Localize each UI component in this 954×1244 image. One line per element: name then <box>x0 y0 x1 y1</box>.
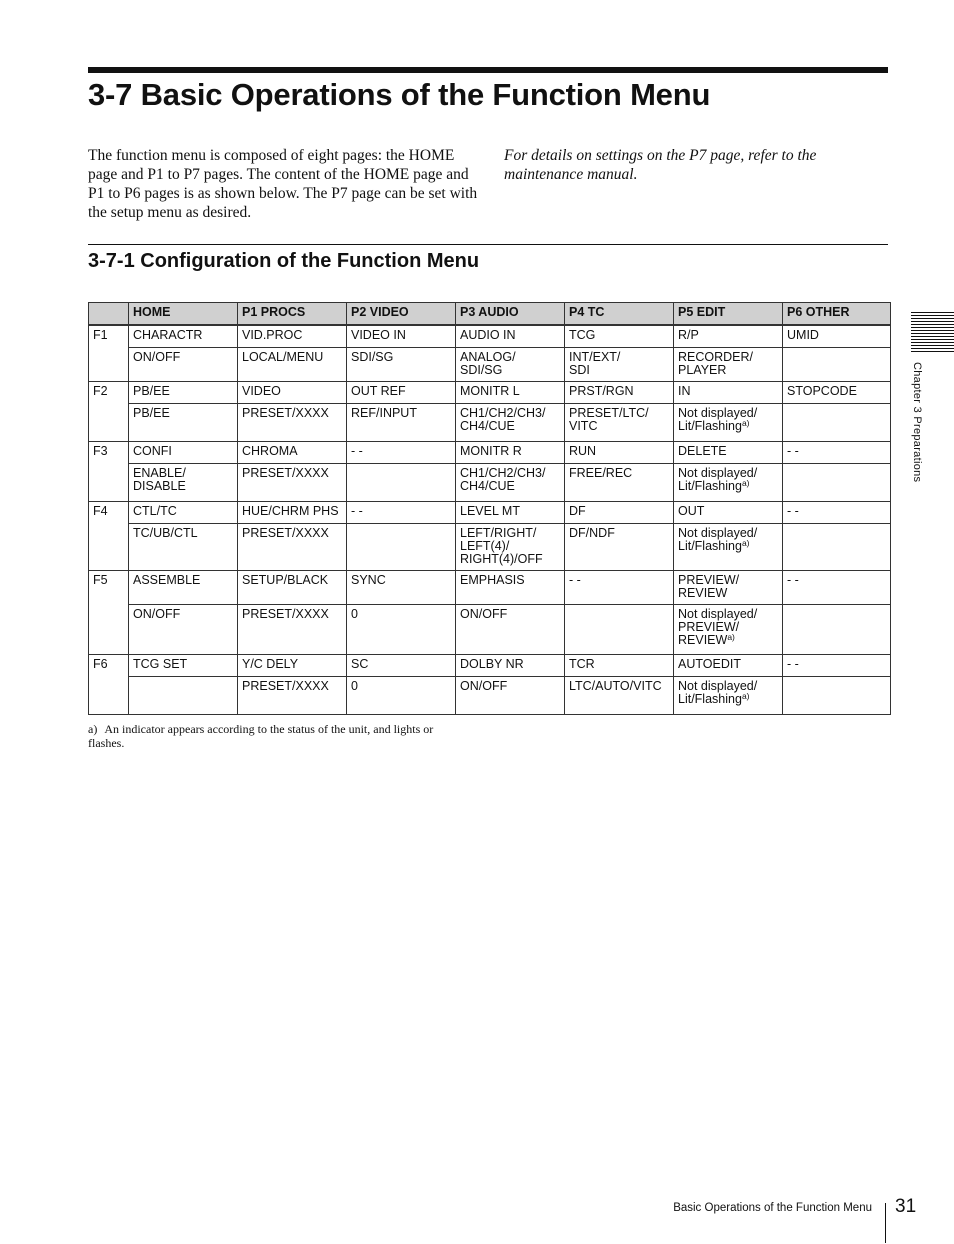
table-cell: IN <box>674 381 783 403</box>
table-cell: R/P <box>674 325 783 347</box>
function-menu-table <box>88 302 891 715</box>
table-cell: Not displayed/ PREVIEW/ REVIEW$^{a)}$ <box>674 604 783 654</box>
table-cell: ON/OFF <box>456 676 565 714</box>
table-cell: STOPCODE <box>783 381 891 403</box>
table-cell: FREE/REC <box>565 463 674 501</box>
table-cell <box>565 604 674 654</box>
table-cell: - - <box>347 501 456 523</box>
table-cell: PRESET/XXXX <box>238 463 347 501</box>
table-cell: EMPHASIS <box>456 570 565 604</box>
table-cell: PRESET/LTC/ VITC <box>565 403 674 441</box>
table-cell: VIDEO IN <box>347 325 456 347</box>
table-cell: ON/OFF <box>456 604 565 654</box>
table-cell: TC/UB/CTL <box>129 523 238 570</box>
table-cell: Not displayed/ Lit/Flashing$^{a)}$ <box>674 523 783 570</box>
table-row <box>89 381 891 403</box>
table-cell: CH1/CH2/CH3/ CH4/CUE <box>456 463 565 501</box>
table-row <box>89 347 891 381</box>
page-heading: 3-7 Basic Operations of the Function Menu <box>88 77 711 112</box>
table-row <box>89 441 891 463</box>
table-cell: CH1/CH2/CH3/ CH4/CUE <box>456 403 565 441</box>
table-cell: Not displayed/ Lit/Flashing$^{a)}$ <box>674 463 783 501</box>
table-cell: RUN <box>565 441 674 463</box>
table-cell: SDI/SG <box>347 347 456 381</box>
function-key-cell: F6 <box>89 654 129 714</box>
subheading-rule <box>88 244 888 245</box>
table-body <box>89 325 891 714</box>
function-key-cell: F4 <box>89 501 129 570</box>
column-header: P6 OTHER <box>783 303 891 326</box>
table-cell <box>783 523 891 570</box>
table-cell: Y/C DELY <box>238 654 347 676</box>
table-cell: VIDEO <box>238 381 347 403</box>
table-cell: ON/OFF <box>129 604 238 654</box>
table-cell: RECORDER/ PLAYER <box>674 347 783 381</box>
table-cell: - - <box>565 570 674 604</box>
footnote-marker: a) <box>741 690 750 701</box>
table-cell: ANALOG/ SDI/SG <box>456 347 565 381</box>
table-cell: PRST/RGN <box>565 381 674 403</box>
table-cell: TCR <box>565 654 674 676</box>
table-cell: PRESET/XXXX <box>238 403 347 441</box>
table-cell: OUT REF <box>347 381 456 403</box>
table-header-row <box>89 303 891 326</box>
column-header: P1 PROCS <box>238 303 347 326</box>
table-cell: - - <box>783 570 891 604</box>
footnote-marker: a) <box>741 417 750 428</box>
table-row <box>89 523 891 570</box>
table-cell: SC <box>347 654 456 676</box>
table-cell: - - <box>783 501 891 523</box>
table-cell: - - <box>783 441 891 463</box>
table-cell: PB/EE <box>129 381 238 403</box>
table-cell: VID.PROC <box>238 325 347 347</box>
column-header: HOME <box>129 303 238 326</box>
table-cell: PREVIEW/ REVIEW <box>674 570 783 604</box>
table-cell: AUTOEDIT <box>674 654 783 676</box>
table-cell: UMID <box>783 325 891 347</box>
table-row <box>89 570 891 604</box>
footnote <box>88 722 458 750</box>
table-cell: SETUP/BLACK <box>238 570 347 604</box>
table-row <box>89 604 891 654</box>
column-header <box>89 303 129 326</box>
table-cell: TCG <box>565 325 674 347</box>
table-cell: LEFT/RIGHT/ LEFT(4)/ RIGHT(4)/OFF <box>456 523 565 570</box>
section-heading: 3-7-1 Configuration of the Function Menu <box>88 250 480 272</box>
table-cell: - - <box>347 441 456 463</box>
footer-divider <box>885 1203 886 1243</box>
table-row <box>89 676 891 714</box>
table-cell: DOLBY NR <box>456 654 565 676</box>
footnote-label: a) <box>88 722 98 736</box>
table-cell: MONITR R <box>456 441 565 463</box>
maintenance-note: For details on settings on the P7 page, refer to the maintenance manual. <box>504 147 817 183</box>
table-cell: 0 <box>347 604 456 654</box>
table-row <box>89 325 891 347</box>
table-cell <box>783 463 891 501</box>
table-cell: AUDIO IN <box>456 325 565 347</box>
table-row <box>89 654 891 676</box>
intro-paragraph: The function menu is composed of eight pages: the HOME page and P1 to P7 pages. The content of the HOME page and P1 to P6 pages is as shown below. The P7 page can be set with the setup menu as desired. <box>88 147 478 221</box>
table-cell: ASSEMBLE <box>129 570 238 604</box>
table-cell <box>347 463 456 501</box>
table-cell: CHROMA <box>238 441 347 463</box>
table-cell: PB/EE <box>129 403 238 441</box>
column-header: P5 EDIT <box>674 303 783 326</box>
table-cell: DELETE <box>674 441 783 463</box>
table-cell: DF <box>565 501 674 523</box>
table-cell: PRESET/XXXX <box>238 676 347 714</box>
table-cell <box>783 676 891 714</box>
table-cell: LEVEL MT <box>456 501 565 523</box>
table-cell: LTC/AUTO/VITC <box>565 676 674 714</box>
table-cell: INT/EXT/ SDI <box>565 347 674 381</box>
table-cell: TCG SET <box>129 654 238 676</box>
table-cell: 0 <box>347 676 456 714</box>
chapter-side-label: Chapter 3 Preparations <box>911 362 923 483</box>
table-row <box>89 403 891 441</box>
table-cell <box>347 523 456 570</box>
footnote-marker: a) <box>741 537 750 548</box>
footnote-marker: a) <box>727 631 735 642</box>
chapter-tab-marker <box>911 312 954 354</box>
table-cell: SYNC <box>347 570 456 604</box>
table-cell: PRESET/XXXX <box>238 523 347 570</box>
footnote-text: An indicator appears according to the status of the unit, and lights or flashes. <box>88 722 434 750</box>
footer-title: Basic Operations of the Function Menu <box>673 1202 872 1214</box>
page-number: 31 <box>895 1196 917 1217</box>
function-key-cell: F3 <box>89 441 129 501</box>
table-cell <box>783 604 891 654</box>
table-cell <box>783 347 891 381</box>
table-cell: DF/NDF <box>565 523 674 570</box>
table-cell: PRESET/XXXX <box>238 604 347 654</box>
footnote-marker: a) <box>741 477 750 488</box>
table-cell: REF/INPUT <box>347 403 456 441</box>
table-cell <box>783 403 891 441</box>
function-key-cell: F5 <box>89 570 129 654</box>
table-cell: CHARACTR <box>129 325 238 347</box>
table-cell: Not displayed/ Lit/Flashing$^{a)}$ <box>674 403 783 441</box>
table-cell: MONITR L <box>456 381 565 403</box>
table-cell: OUT <box>674 501 783 523</box>
table-row <box>89 463 891 501</box>
table-cell: ENABLE/ DISABLE <box>129 463 238 501</box>
function-key-cell: F2 <box>89 381 129 441</box>
table-cell <box>129 676 238 714</box>
column-header: P3 AUDIO <box>456 303 565 326</box>
table-cell: LOCAL/MENU <box>238 347 347 381</box>
heading-rule <box>88 67 888 73</box>
table-cell: ON/OFF <box>129 347 238 381</box>
table-cell: Not displayed/ Lit/Flashing$^{a)}$ <box>674 676 783 714</box>
table-cell: CTL/TC <box>129 501 238 523</box>
table-cell: CONFI <box>129 441 238 463</box>
column-header: P4 TC <box>565 303 674 326</box>
function-key-cell: F1 <box>89 325 129 381</box>
table-row <box>89 501 891 523</box>
table-cell: HUE/CHRM PHS <box>238 501 347 523</box>
column-header: P2 VIDEO <box>347 303 456 326</box>
table-cell: - - <box>783 654 891 676</box>
